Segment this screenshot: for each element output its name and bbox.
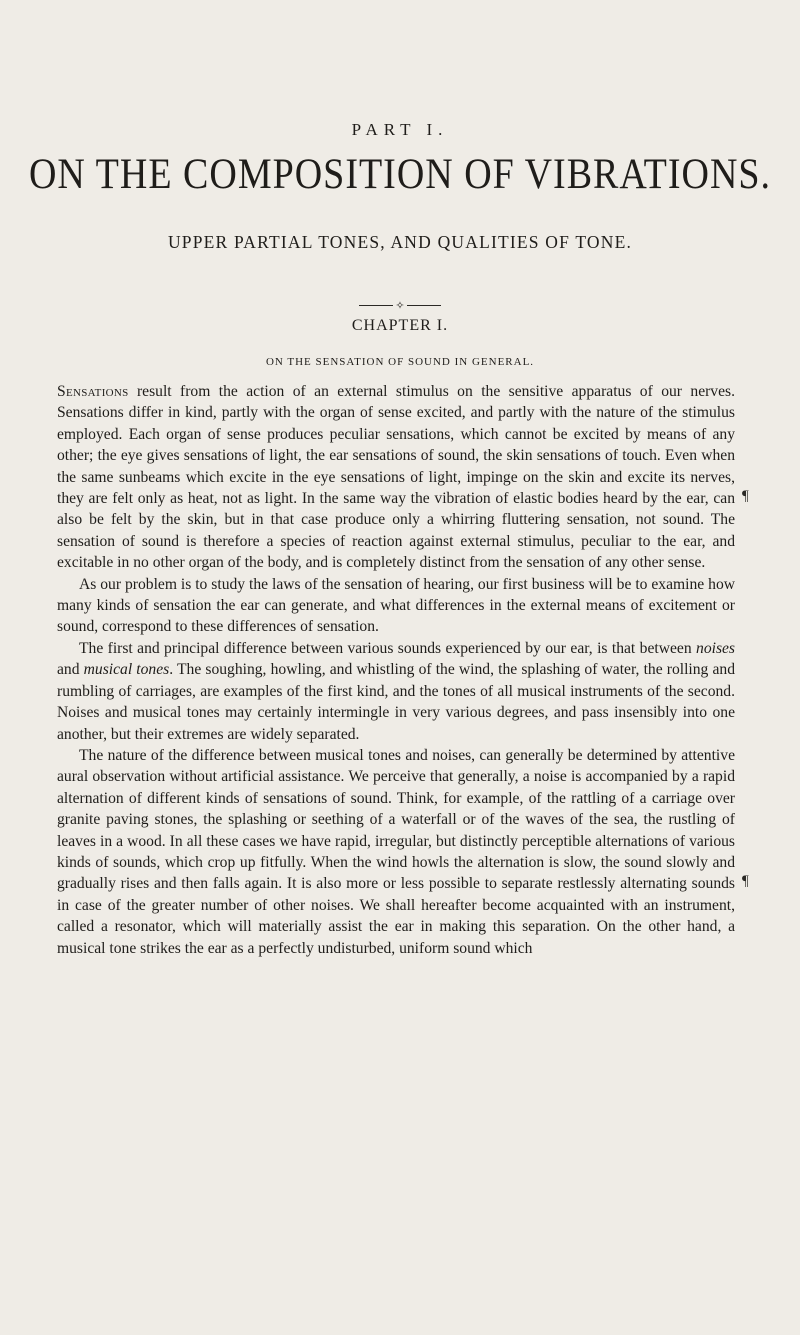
main-title: ON THE COMPOSITION OF VIBRATIONS.	[28, 149, 772, 199]
ornament-icon: ✧	[395, 299, 405, 312]
divider-rule-left	[359, 305, 393, 306]
paragraph-mark-1: ¶	[742, 488, 749, 504]
ornament-divider	[0, 296, 800, 312]
paragraph-1-text: result from the action of an external stimulus on the sensitive apparatus of our nerves. Sensations differ in kind, partly with the organ of sense excited, and partly with the nature of the stimulus employed. Each organ of sense produces peculiar sensations, which cannot be excited by means of any other; the eye gives sensations of light, the ear sensations of sound, the skin sensations of touch. Even when the same sunbeams which excite in the eye sensations of light, impinge on the skin and excite its nerves, they are felt only as heat, not as light. In the same way the vibration of elastic bodies heard by the ear, can also be felt by the skin, but in that case produce only a whirring fluttering sensation, not sound. The sensation of sound is therefore a species of reaction against external stimulus, peculiar to the ear, and excitable in no other organ of the body, and is completely distinct from the sensation of any other sense.	[57, 383, 735, 572]
paragraph-3-middle: and	[57, 661, 84, 679]
part-heading: PART I.	[351, 120, 449, 139]
paragraph-3	[57, 638, 735, 745]
paragraph-mark-2: ¶	[742, 873, 749, 889]
paragraph-2: As our problem is to study the laws of the sensation of hearing, our first business will be to examine how many kinds of sensation the ear can generate, and what differences in the external means of excitement or sound, correspond to these differences of sensation.	[57, 575, 735, 636]
drop-lead: Sensations	[57, 383, 129, 400]
paragraph-4: The nature of the difference between musical tones and noises, can generally be determined by attentive aural observation without artificial assistance. We perceive that generally, a noise is accompanied by a rapid alternation of different kinds of sensations of sound. Think, for example, of the rattling of a carriage over granite paving stones, the splashing or seething of a waterfall or of the waves of the sea, the rustling of leaves in a wood. In all these cases we have rapid, irregular, but distinctly perceptible alternations of various kinds of sounds, which crop up fitfully. When the wind howls the alternation is slow, the sound slowly and gradually rises and then falls again. It is also more or less possible to separate restlessly alternating sounds in case of the greater number of other noises. We shall hereafter become acquainted with an instrument, called a resonator, which will materially assist the ear in making this separation. On the other hand, a musical tone strikes the ear as a perfectly undisturbed, uniform sound which	[57, 746, 735, 957]
term-noises: noises	[696, 639, 735, 657]
paragraph-3-after: . The soughing, howling, and whistling of the wind, the splashing of water, the rolling and rumbling of carriages, are examples of the first kind, and the tones of all musical instruments of the second. Noises and musical tones may certainly intermingle in very various degrees, and pass insensibly into one another, but their extremes are widely separated.	[57, 661, 735, 743]
body-text	[57, 381, 735, 959]
divider-rule-right	[407, 305, 441, 306]
chapter-title: ON THE SENSATION OF SOUND IN GENERAL.	[265, 356, 535, 368]
term-musical-tones: musical tones	[83, 661, 170, 679]
subtitle: UPPER PARTIAL TONES, AND QUALITIES OF TONE.	[167, 232, 633, 252]
paragraph-3-before: The first and principal difference between various sounds experienced by our ear, is that between	[79, 639, 697, 657]
paragraph-1	[57, 381, 735, 574]
chapter-label: CHAPTER I.	[351, 317, 449, 334]
